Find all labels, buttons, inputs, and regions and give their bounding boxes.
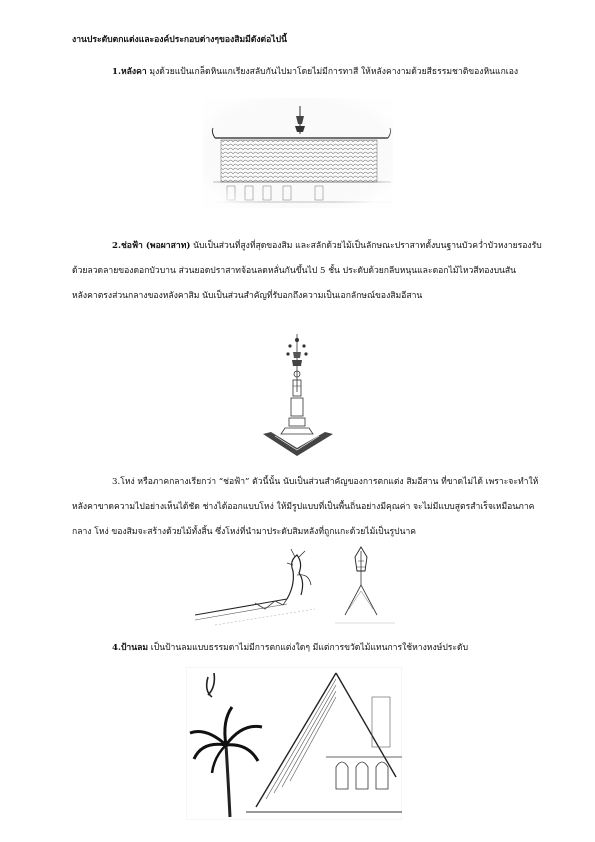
- section-2-label: 2.ช่อฟ้า (พอผาสาท): [112, 241, 191, 251]
- section-2-line-3: หลังคาตรงส่วนกลางของหลังคาสิม นับเป็นส่วนสำคัญที่รับอกถึงความเป็นเอกลักษณ์ของสิมอีสาน: [72, 291, 423, 301]
- section-2-line-2: ด้วยลวดลายของดอกบัวบาน ส่วนยอดปราสาทจ้อนลดหลั่นกันขึ้นไป 5 ชั้น ประดับด้วยกลีบหนุนและดอกไม้ไหวสีทองบนสัน: [72, 266, 517, 276]
- section-3-line-2: หลังคาขาดความไปอย่างเห็นได้ชัด ช่างได้ออกแบบโหง่ ให้มีรูปแบบที่เป็นพื้นถิ่นอย่างมีคุณค่า จะไม่มีแบบสูตรสำเร็จเหมือนภาค: [72, 502, 535, 512]
- spire-figure: [255, 332, 340, 460]
- section-4-paragraph: [112, 636, 468, 661]
- section-3-line-3: กลาง โหง่ ของสิมจะสร้างด้วยไม้ทั้งสิ้น ซึ่งโหง่ที่นำมาประดับสิมหลังที่ถูกแกะด้วยไม้เป็นรูปนาค: [72, 527, 417, 537]
- section-2-text-1: นับเป็นส่วนที่สูงที่สุดของสิม และสลักด้วยไม้เป็นลักษณะปราสาทตั้งบนฐานบัวคว่ำบัวหงายรองรับ: [193, 241, 542, 251]
- section-1-text: มุงด้วยแป้นเกล็ดหินแกเรียงสลับกันไปมาโดยไม่มีการทาสี ให้หลังคางามด้วยสีธรรมชาติของหินแกเอง: [149, 67, 519, 77]
- section-3-line-1: 3.โหง่ หรือภาคกลางเรียกว่า “ช่อฟ้า” ตัวนี้นั้น นับเป็นส่วนสำคัญของการตกแต่ง สิมอีสาน ที่ขาดไม่ได้ เพราะจะทำให้: [112, 477, 539, 487]
- section-4-label: 4.ป้านลม: [112, 643, 149, 653]
- intro-heading: งานประดับตกแต่งและองค์ประกอบต่างๆของสิมมีดังต่อไปนี้: [72, 35, 287, 45]
- section-4-text: เป็นป้านลมแบบธรรมดาไม่มีการตกแต่งใดๆ มีแต่การขวัดไม้แทนการใช้หางหงษ์ประดับ: [150, 643, 469, 653]
- section-2-line-1: [112, 234, 542, 259]
- ngo-finial-figure: [195, 545, 405, 630]
- roof-figure: [203, 98, 393, 208]
- section-1-paragraph: [112, 60, 518, 85]
- gable-figure: [186, 667, 402, 820]
- section-1-label: 1.หลังคา: [112, 67, 147, 77]
